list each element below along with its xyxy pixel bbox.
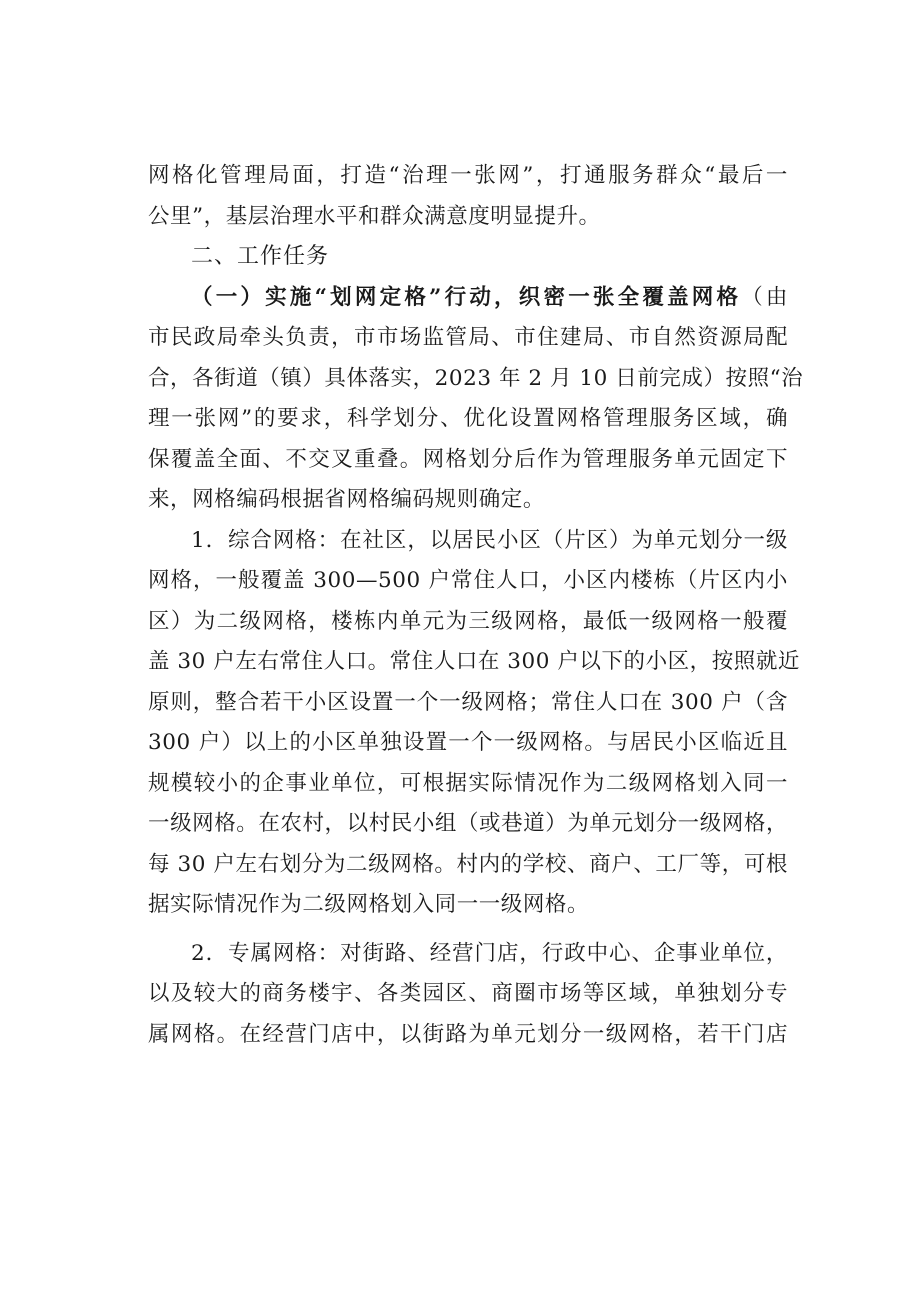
item2-line-1: 2．专属网格：对街路、经营门店，行政中心、企事业单位， <box>191 940 788 966</box>
document-body <box>148 156 804 1055</box>
item1-line-2: 网格，一般覆盖 300—500 户常住人口，小区内楼栋（片区内小 <box>148 568 788 593</box>
item1-line-9: 每 30 户左右划分为二级网格。村内的学校、商户、工厂等，可根 <box>148 851 788 877</box>
subsection-line-1-rest: （由 <box>741 284 788 310</box>
intro-line-1: 网格化管理局面，打造“治理一张网”，打通服务群众“最后一 <box>148 163 788 188</box>
subsection-line-5: 保覆盖全面、不交叉重叠。网格划分后作为管理服务单元固定下 <box>148 446 788 472</box>
item1-line-10: 据实际情况作为二级网格划入同一一级网格。 <box>148 892 590 917</box>
subsection-line-1 <box>148 278 788 319</box>
item1-line-1: 1．综合网格：在社区，以居民小区（片区）为单元划分一级 <box>191 527 788 553</box>
subsection-line-2: 市民政局牵头负责，市市场监管局、市住建局、市自然资源局配 <box>148 325 788 350</box>
intro-line-2: 公里”，基层治理水平和群众满意度明显提升。 <box>148 203 601 229</box>
item2-line-3: 属网格。在经营门店中，以街路为单元划分一级网格，若干门店 <box>148 1021 788 1047</box>
item1-line-6: 300 户）以上的小区单独设置一个一级网格。与居民小区临近且 <box>148 730 788 755</box>
item1-line-5: 原则，整合若干小区设置一个一级网格；常住人口在 300 户（含 <box>148 689 788 715</box>
subsection-line-3: 合，各街道（镇）具体落实，2023 年 2 月 10 日前完成）按照“治 <box>148 365 804 391</box>
item1-line-4: 盖 30 户左右常住人口。常住人口在 300 户以下的小区，按照就近 <box>148 649 800 674</box>
item1-line-8: 一级网格。在农村，以村民小组（或巷道）为单元划分一级网格， <box>148 811 788 836</box>
subsection-line-6: 来，网格编码根据省网格编码规则确定。 <box>148 487 545 512</box>
subsection-line-4: 理一张网”的要求，科学划分、优化设置网格管理服务区域，确 <box>148 406 788 431</box>
subsection-title: （一）实施“划网定格”行动，织密一张全覆盖网格 <box>191 284 742 310</box>
item1-line-7: 规模较小的企事业单位，可根据实际情况作为二级网格划入同一 <box>148 770 788 796</box>
item2-line-2: 以及较大的商务楼宇、各类园区、商圈市场等区域，单独划分专 <box>148 981 788 1006</box>
paragraph-gap <box>148 926 788 934</box>
item1-line-3: 区）为二级网格，楼栋内单元为三级网格，最低一级网格一般覆 <box>148 608 788 634</box>
section-heading: 二、工作任务 <box>191 244 330 269</box>
